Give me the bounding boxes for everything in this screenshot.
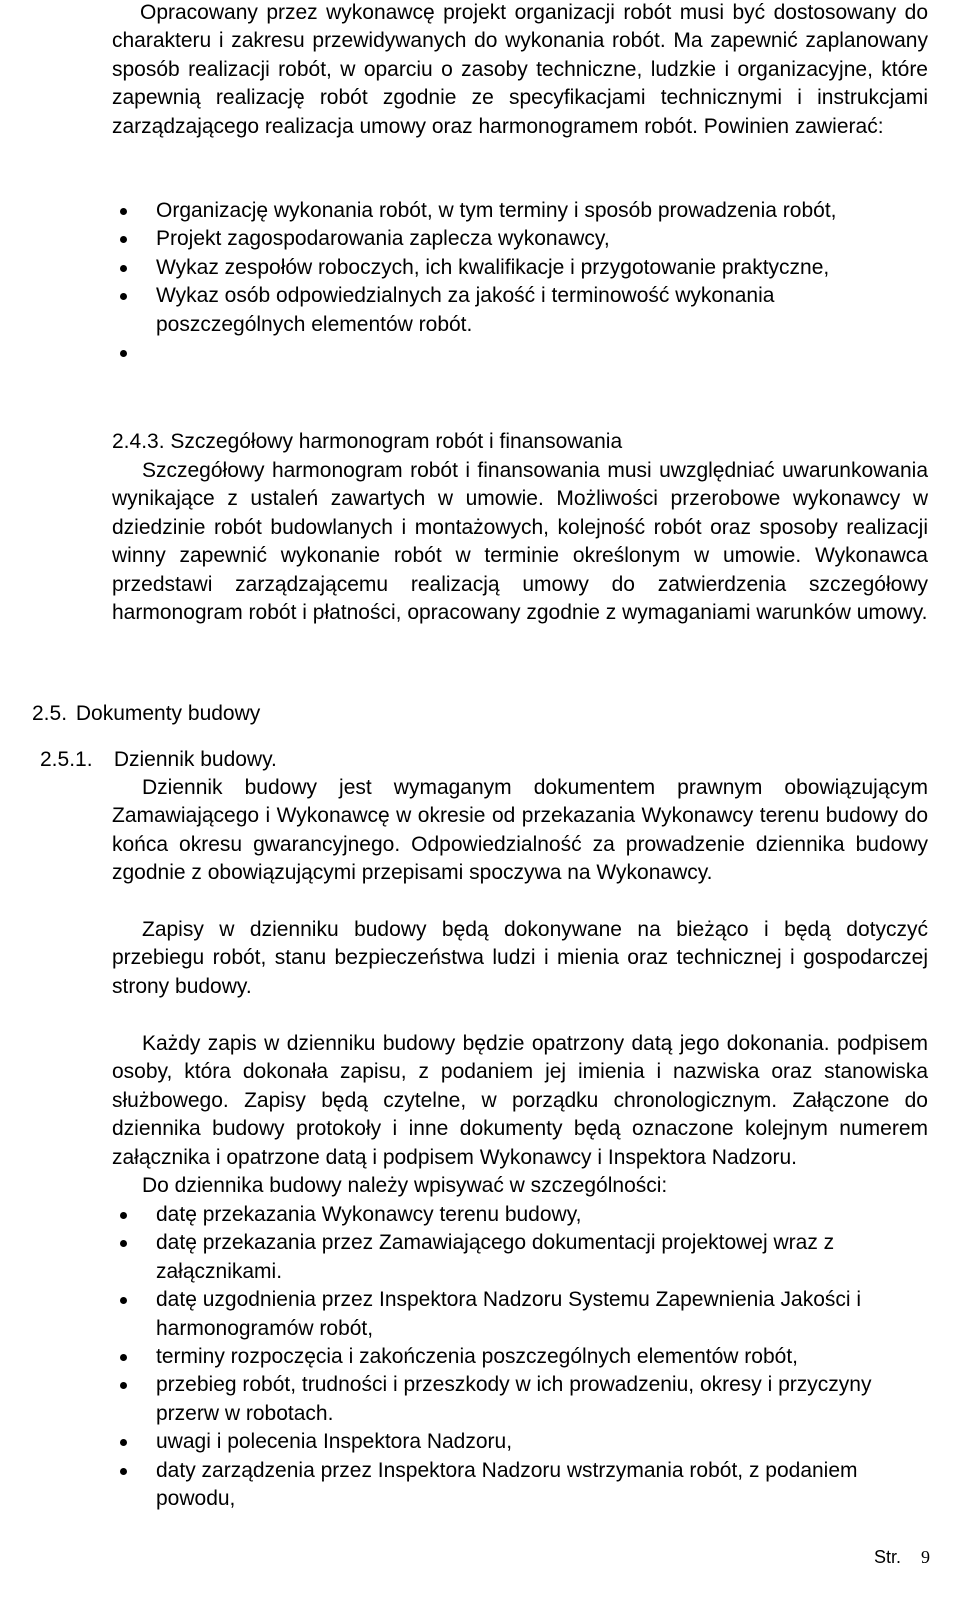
page-label: Str.: [873, 1547, 901, 1567]
list-item: Wykaz zespołów roboczych, ich kwalifikacje i przygotowanie praktyczne,: [120, 254, 880, 282]
bullet-icon: [120, 236, 127, 243]
bullet-icon: [120, 265, 127, 272]
section-number: 2.5.: [32, 702, 68, 725]
page-number: 9: [921, 1547, 930, 1567]
dziennik-paragraph-4: Do dziennika budowy należy wpisywać w szczególności:: [142, 1174, 668, 1197]
list-item: datę przekazania Wykonawcy terenu budowy,: [120, 1201, 900, 1229]
section-number: 2.4.3.: [112, 430, 165, 453]
list-item: terminy rozpoczęcia i zakończenia poszczególnych elementów robót,: [120, 1343, 900, 1371]
bullet-icon: [120, 1240, 127, 1247]
list-item: daty zarządzenia przez Inspektora Nadzoru wstrzymania robót, z podaniem powodu,: [120, 1457, 900, 1514]
intro-paragraph: Opracowany przez wykonawcę projekt organizacji robót musi być dostosowany do charakteru i zakresu przewidywanych do wykonania robót. Ma zapewnić zaplanowany sposób realizacji robót, w oparciu o zasoby techniczne, ludzkie i organizacyjne, które zapewnią realizację robót zgodnie ze specyfikacjami technicznymi i instrukcjami zarządzającego realizacja umowy oraz harmonogramem robót. Powinien zawierać:: [112, 1, 928, 138]
dziennik-list: [120, 1201, 900, 1513]
page-footer: [874, 1546, 930, 1568]
bullet-icon: [120, 350, 127, 357]
section-heading-2-4-3: [112, 428, 622, 456]
section-title: Dokumenty budowy: [75, 702, 261, 725]
section-heading-2-5-1: [40, 746, 277, 774]
list-item: datę przekazania przez Zamawiającego dokumentacji projektowej wraz z załącznikami.: [120, 1229, 900, 1286]
list-item: Projekt zagospodarowania zaplecza wykonawcy,: [120, 225, 880, 253]
bullet-icon: [120, 1297, 127, 1304]
list-item: Organizację wykonania robót, w tym terminy i sposób prowadzenia robót,: [120, 197, 880, 225]
bullet-icon: [120, 1382, 127, 1389]
bullet-icon: [120, 1468, 127, 1475]
section-heading-2-5: [32, 700, 260, 728]
harmonogram-paragraph: Szczegółowy harmonogram robót i finansowania musi uwzględniać uwarunkowania wynikające z ustaleń zawartych w umowie. Możliwości przerobowe wykonawcy w dziedzinie robót budowlanych i montażowych, kolejność robót oraz sposoby realizacji winny zapewnić wykonanie robót w terminie określonym w umowie. Wykonawca przedstawi zarządzającemu realizacją umowy do zatwierdzenia szczegółowy harmonogram robót i płatności, opracowany zgodnie z wymaganiami warunków umowy.: [112, 459, 928, 625]
bullet-icon: [120, 293, 127, 300]
section-title: Dziennik budowy.: [113, 748, 277, 771]
list-item: datę uzgodnienia przez Inspektora Nadzoru Systemu Zapewnienia Jakości i harmonogramów robót,: [120, 1286, 900, 1343]
list-item: uwagi i polecenia Inspektora Nadzoru,: [120, 1428, 900, 1456]
bullet-icon: [120, 208, 127, 215]
dziennik-paragraph-2: Zapisy w dzienniku budowy będą dokonywane na bieżąco i będą dotyczyć przebiegu robót, stanu bezpieczeństwa ludzi i mienia oraz technicznej i gospodarczej strony budowy.: [112, 918, 928, 998]
list-item: Wykaz osób odpowiedzialnych za jakość i terminowość wykonania poszczególnych elementów robót.: [120, 282, 880, 339]
bullet-icon: [120, 1439, 127, 1446]
bullet-icon: [120, 1354, 127, 1361]
section-title: Szczegółowy harmonogram robót i finansowania: [170, 430, 623, 453]
list-item: przebieg robót, trudności i przeszkody w ich prowadzeniu, okresy i przyczyny przerw w robotach.: [120, 1371, 900, 1428]
bullet-icon: [120, 1212, 127, 1219]
intro-list: [120, 197, 880, 367]
dziennik-paragraph-1: Dziennik budowy jest wymaganym dokumentem prawnym obowiązującym Zamawiającego i Wykonawcę w okresie od przekazania Wykonawcy terenu budowy do końca okresu gwarancyjnego. Odpowiedzialność za prowadzenie dziennika budowy zgodnie z obowiązującymi przepisami spoczywa na Wykonawcy.: [112, 776, 928, 885]
section-number: 2.5.1.: [40, 748, 93, 771]
dziennik-paragraph-3: Każdy zapis w dzienniku budowy będzie opatrzony datą jego dokonania. podpisem osoby, która dokonała zapisu, z podaniem jej imienia i nazwiska oraz stanowiska służbowego. Zapisy będą czytelne, w porządku chronologicznym. Załączone do dziennika budowy protokoły i inne dokumenty będą oznaczone kolejnym numerem załącznika i opatrzone datą i podpisem Wykonawcy i Inspektora Nadzoru.: [112, 1032, 928, 1169]
list-item-empty: [120, 339, 880, 367]
